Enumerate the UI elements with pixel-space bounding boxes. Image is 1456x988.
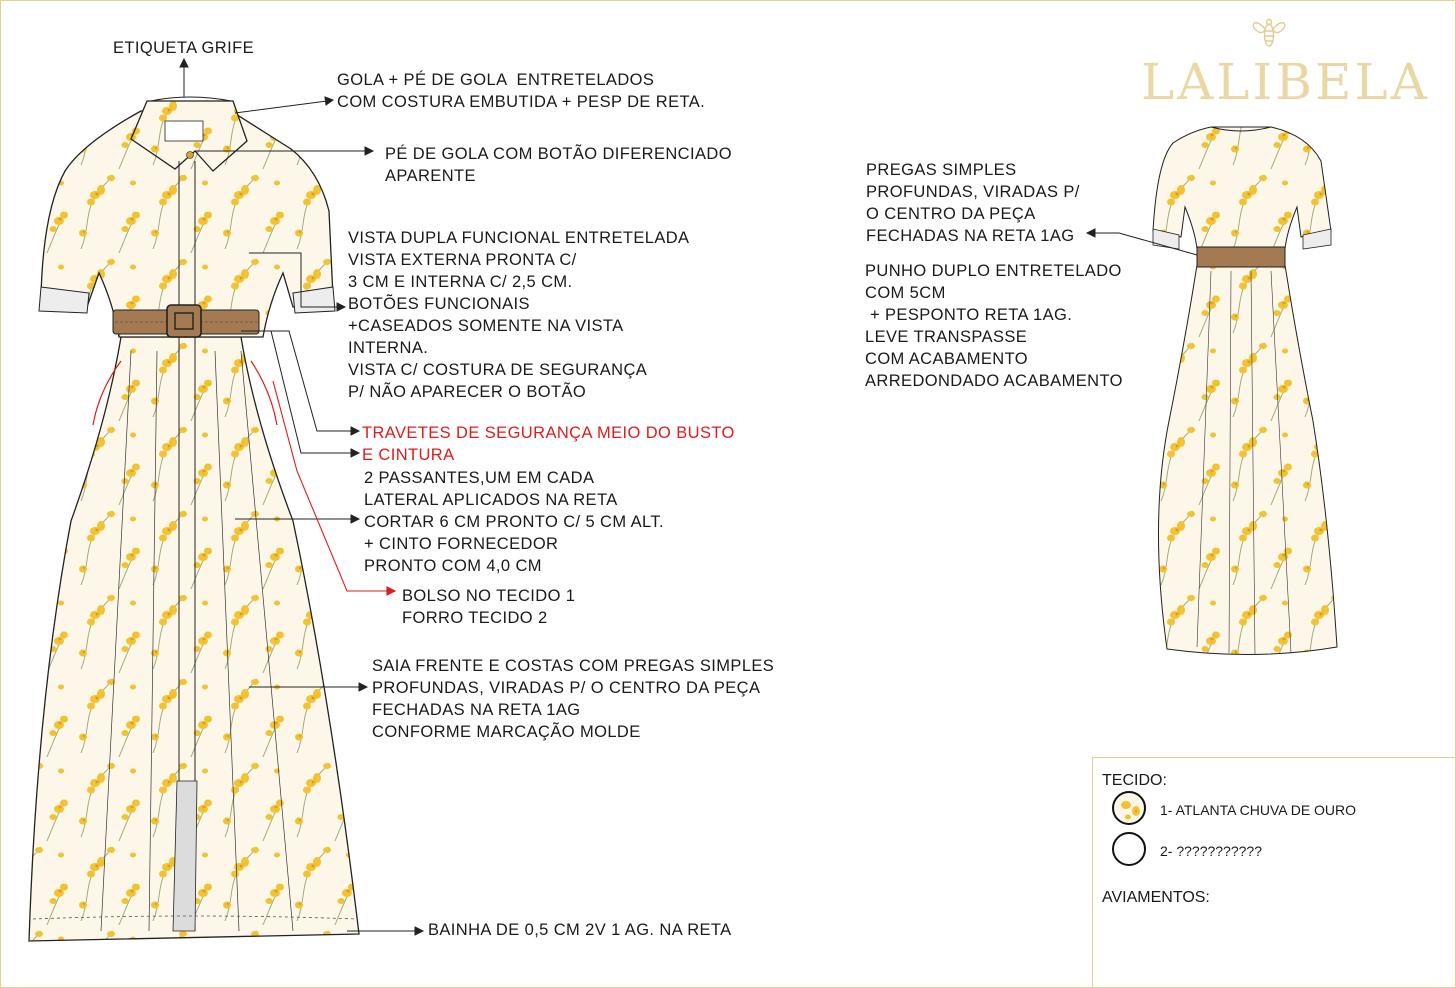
collar-button [187, 152, 194, 159]
note-collar-stand: PÉ DE GOLA COM BOTÃO DIFERENCIADO APARENTE [385, 145, 732, 185]
back-dress-skirt [1158, 265, 1337, 655]
fabric-title: TECIDO: [1102, 772, 1167, 789]
note-back-pleats: PREGAS SIMPLES PROFUNDAS, VIRADAS P/ O CENTRO DA PEÇA FECHADAS NA RETA 1AG [866, 161, 1080, 245]
note-placket: VISTA DUPLA FUNCIONAL ENTRETELADA VISTA EXTERNA PRONTA C/ 3 CM E INTERNA C/ 2,5 CM. BOTÕES FUNCIONAIS +CASEADOS SOMENTE NA VISTA INTERNA. VISTA C/ COSTURA DE SEGURANÇA P/ NÃO APARECER O BOTÃO [348, 229, 690, 401]
note-belt-loops: 2 PASSANTES,UM EM CADA LATERAL APLICADOS NA RETA CORTAR 6 CM PRONTO C/ 5 CM ALT. + CINTO FORNECEDOR PRONTO COM 4,0 CM [364, 469, 664, 575]
belt-buckle [167, 305, 201, 337]
back-dress [1153, 127, 1337, 655]
note-skirt-pleats: SAIA FRENTE E COSTAS COM PREGAS SIMPLES PROFUNDAS, VIRADAS P/ O CENTRO DA PEÇA FECHADAS NA RETA 1AG CONFORME MARCAÇÃO MOLDE [372, 657, 775, 741]
note-brand-label: ETIQUETA GRIFE [113, 39, 254, 57]
fabric-2-swatch-icon [1112, 832, 1146, 866]
note-pocket: BOLSO NO TECIDO 1 FORRO TECIDO 2 [402, 587, 576, 627]
back-dress-bodice [1153, 127, 1331, 249]
note-safety-bartacks: TRAVETES DE SEGURANÇA MEIO DO BUSTO E CINTURA [362, 424, 735, 464]
note-cuff: PUNHO DUPLO ENTRETELADO COM 5CM + PESPONTO RETA 1AG. LEVE TRANSPASSE COM ACABAMENTO ARREDONDADO ACABAMENTO [865, 262, 1123, 390]
trims-title: AVIAMENTOS: [1102, 889, 1210, 906]
note-hem: BAINHA DE 0,5 CM 2V 1 AG. NA RETA [428, 921, 732, 939]
materials-box [1092, 757, 1456, 988]
note-collar: GOLA + PÉ DE GOLA ENTRETELADOS COM COSTURA EMBUTIDA + PESP DE RETA. [337, 71, 706, 111]
fabric-2-label: 2- ??????????? [1160, 843, 1262, 859]
brand-logo: LALIBELA [1141, 53, 1430, 111]
brand-label-tag [165, 121, 203, 141]
back-belt [1197, 247, 1285, 267]
fabric-1-swatch-icon [1112, 791, 1146, 825]
fabric-1-label: 1- ATLANTA CHUVA DE OURO [1160, 802, 1357, 818]
